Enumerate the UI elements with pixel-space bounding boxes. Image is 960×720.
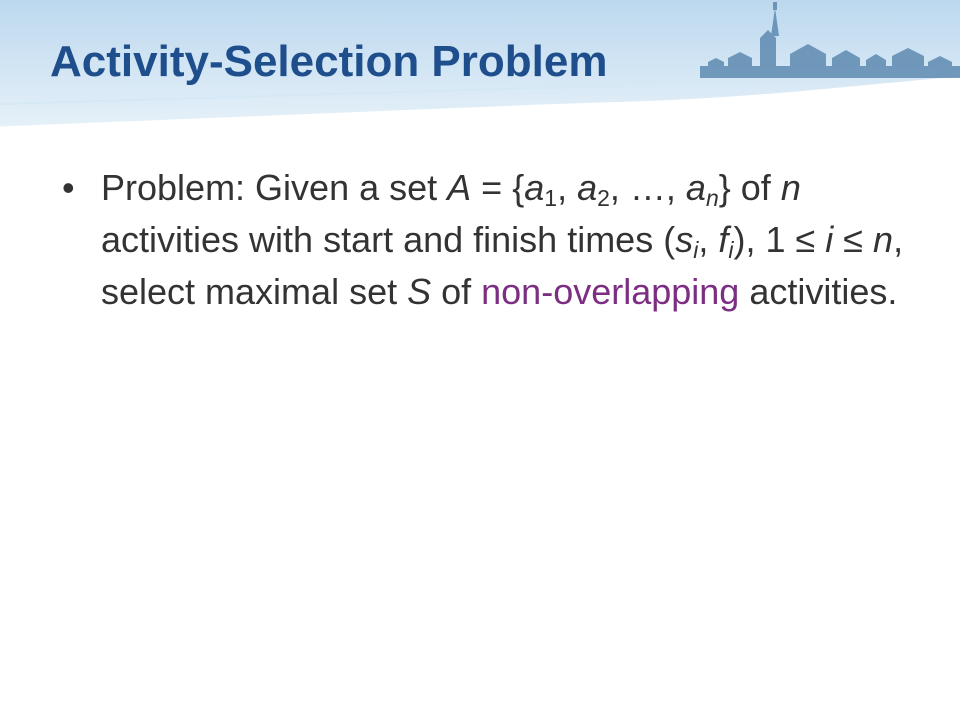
math-var: a [577, 167, 598, 208]
text-fragment: , [557, 167, 578, 208]
math-var: a [685, 167, 706, 208]
subscript: 2 [597, 185, 610, 211]
text-fragment: of [431, 271, 482, 312]
highlighted-term: non-overlapping [481, 271, 740, 312]
text-fragment: } of [718, 167, 781, 208]
math-var: n [873, 219, 894, 260]
slide-title: Activity-Selection Problem [50, 37, 608, 86]
math-var: a [524, 167, 545, 208]
math-var: i [825, 219, 834, 260]
math-var: s [675, 219, 694, 260]
text-fragment: ), 1 ≤ [733, 219, 826, 260]
bullet-list [62, 162, 922, 318]
text-fragment: , [698, 219, 719, 260]
math-var: A [447, 167, 472, 208]
math-var: f [718, 219, 729, 260]
text-fragment: ≤ [833, 219, 874, 260]
text-fragment: Problem: Given a set [101, 167, 448, 208]
text-fragment: = { [471, 167, 525, 208]
math-var: n [780, 167, 801, 208]
subscript: i [693, 237, 699, 263]
math-var: S [407, 271, 432, 312]
text-fragment: , …, [609, 167, 686, 208]
bullet-marker: • [62, 167, 75, 208]
bullet-item [62, 162, 922, 318]
text-fragment: activities. [739, 271, 898, 312]
text-fragment: activities with start and finish times ( [101, 219, 676, 260]
subscript: i [728, 237, 734, 263]
text-fragment: , select maximal set [101, 219, 904, 312]
subscript: n [705, 185, 719, 211]
subscript: 1 [544, 185, 558, 211]
